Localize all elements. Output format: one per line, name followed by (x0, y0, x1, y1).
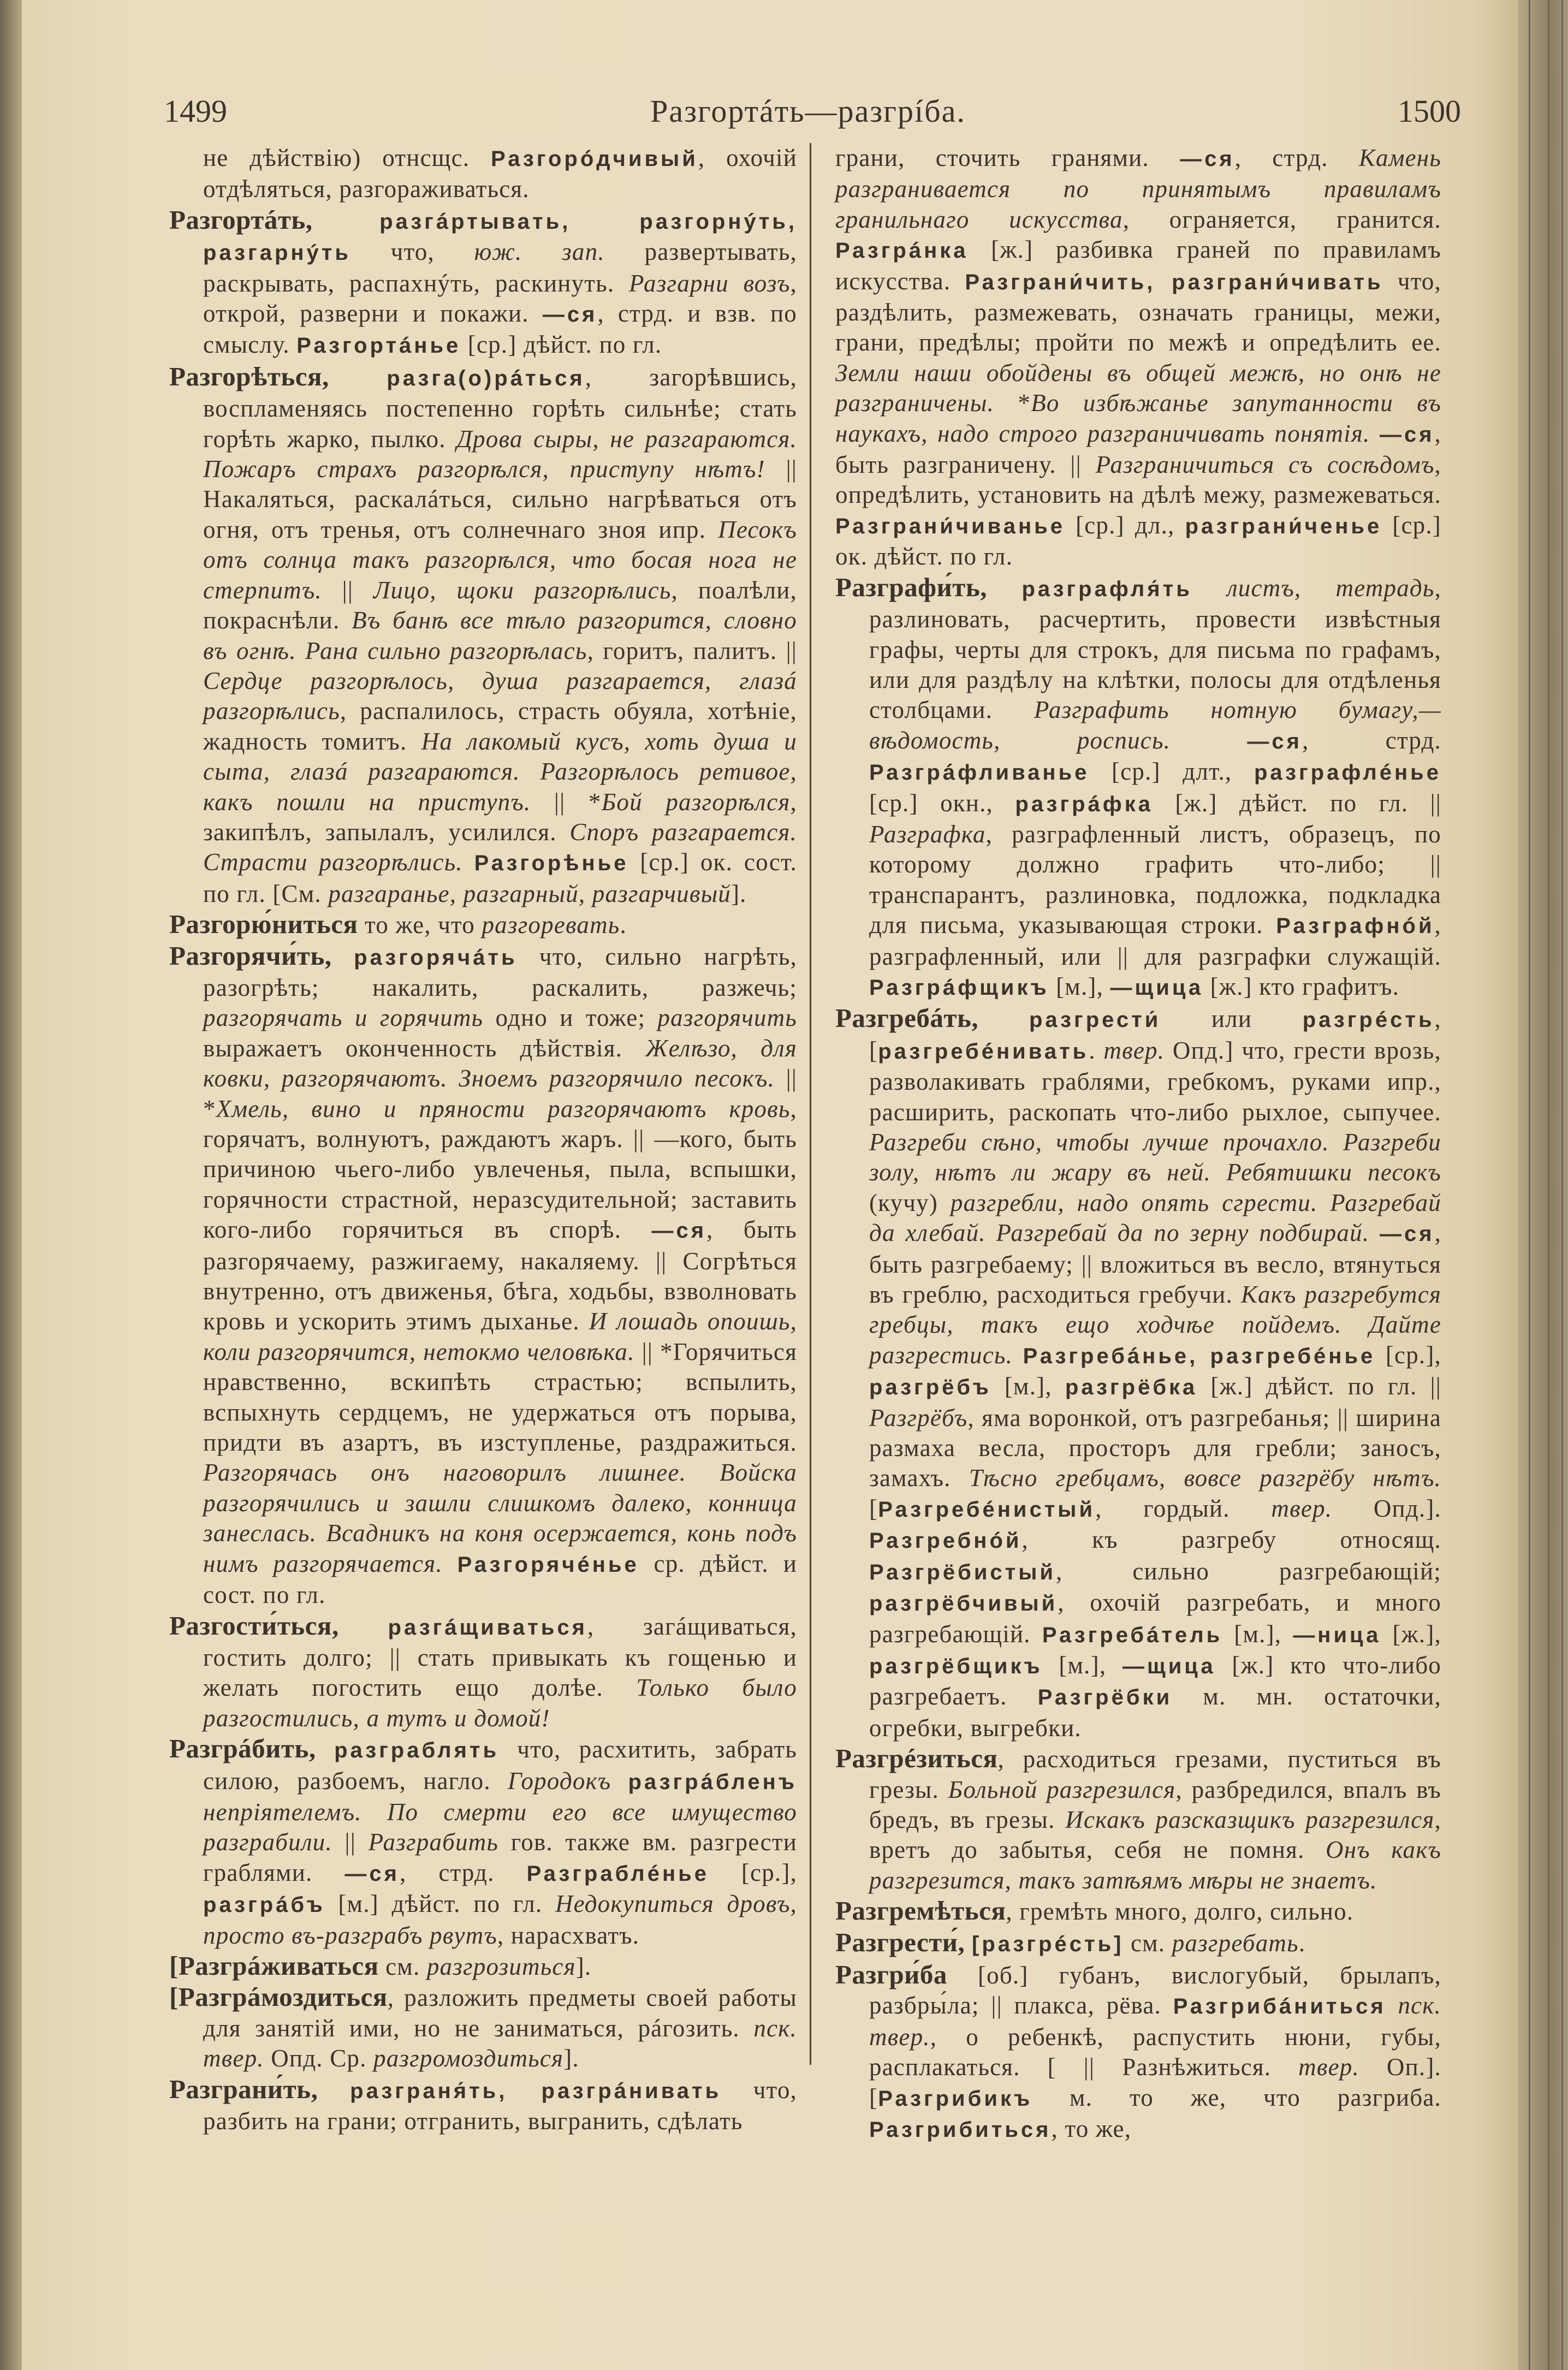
headword: [Разгрáмоздиться (169, 1982, 388, 2012)
definition-text: . (620, 911, 627, 939)
example-text: Только было разгостились, а тутъ и домой! (203, 1674, 798, 1732)
example-text: Хмель, вино и пряности разгорячаютъ кровь (216, 1095, 791, 1122)
definition-text (1171, 727, 1247, 754)
example-text: Бой разгорѣлся (601, 788, 791, 816)
book-binding-edge (1518, 0, 1568, 2370)
definition-text: м. то же, что разгриба. (1032, 2083, 1441, 2111)
definition-text: . (1298, 1929, 1306, 1957)
example-text: твер. (1298, 2053, 1359, 2081)
example-text: И лошадь опоишь, коли разгорячится, нетокмо человѣка. (203, 1308, 797, 1365)
definition-text: [м.], (1049, 972, 1110, 1000)
definition-text: [ж.] дѣйст. по гл. || (1197, 1373, 1441, 1400)
definition-text: гов. также вм. разгрести граблями. (203, 1828, 797, 1886)
word-form: —ся (345, 1861, 400, 1886)
example-text: Разгарни возъ (629, 269, 791, 297)
definition-text: Опд. Ср. (264, 2045, 374, 2072)
definition-text: что, расхитить, забрать силою, разбоемъ, нагло. (203, 1736, 797, 1795)
definition-text: то же, что (358, 911, 482, 939)
definition-text: , [ (869, 1005, 1441, 1064)
headword: [Разгрáживаться (169, 1950, 379, 1981)
word-form: Разгрибáниться (1173, 1994, 1386, 2019)
definition-text: Опд.]. (1332, 1494, 1441, 1522)
headword: Разграфи́ть, (835, 572, 1022, 602)
definition-text: , загáщиваться, гостить долго; || стать привыкать къ гощенью и желать погостить ещо долѣе. (203, 1612, 797, 1702)
column-divider (810, 143, 811, 2065)
word-form: —ся (1180, 147, 1235, 171)
definition-text: ]. (575, 1952, 592, 1980)
definition-text: * (994, 389, 1031, 417)
definition-text: , закипѣлъ, запылалъ, усилился. (203, 788, 797, 846)
definition-text: [ (869, 1494, 878, 1522)
definition-text: ср. дѣйст. и сост. по гл. (203, 1549, 798, 1609)
word-form: Разграфнóй (1276, 914, 1435, 939)
word-form: Разгребáтель (1042, 1623, 1223, 1647)
example-text: Разгреби сѣно, чтобы лучше прочахло. Разгреби золу, нѣтъ ли жару въ ней. Ребятишки песокъ (869, 1128, 1441, 1186)
definition-text: , ограняется, гранится. (1122, 205, 1441, 233)
example-text: разгромоздиться (373, 2045, 564, 2072)
headword: Разгрáбить, (169, 1733, 335, 1764)
definition-text: , охочій разгребать, и много разгребающій. (869, 1589, 1441, 1648)
word-form: Разгрёбки (1037, 1685, 1173, 1710)
word-form: —ся (1247, 729, 1303, 753)
definition-text: , гремѣть много, долго, сильно. (1006, 1898, 1354, 1926)
example-text: разгребли, надо опять сгрести. Разгребай да хлебай. Разгребай да по зерну подбирай. (869, 1189, 1441, 1247)
definition-text: || (332, 1828, 369, 1856)
definition-text: что, (351, 238, 474, 266)
word-form: разгрáфка (1015, 792, 1154, 816)
example-text: Желѣзо, для ковки, разгорячаютъ. Зноемъ разгорячило песокъ. (203, 1034, 797, 1092)
definition-text: развертывать, раскрывать, распахнýть, раскинуть. (203, 238, 798, 297)
word-form: разгрéсть (1302, 1008, 1435, 1032)
headword: Разгрéзиться (835, 1743, 998, 1774)
definition-text: [ж.] кто графитъ. (1203, 972, 1400, 1000)
headword: Разгорячи́ть, (169, 940, 354, 971)
definition-text: не дѣйствію) отнсщс. (203, 144, 491, 171)
definition-text: [ср.] дл., (1065, 511, 1185, 539)
definition-text: [ср.], (709, 1858, 797, 1886)
example-text: Разгрёбъ (869, 1404, 968, 1431)
headword: Разгорѣться, (169, 361, 387, 391)
word-form: Разгрáфщикъ (869, 975, 1049, 1000)
definition-text: , нарасхватъ. (497, 1921, 640, 1949)
word-form: Разгорячéнье (457, 1552, 639, 1577)
definition-text: [м.], (1042, 1651, 1122, 1679)
word-form: разгрёбка (1065, 1375, 1198, 1400)
word-form: разгрáбъ (203, 1893, 325, 1917)
definition-text: , быть разграничену. || (835, 419, 1441, 479)
definition-text: [ж.], (1381, 1620, 1442, 1648)
definition-text: , охочій отдѣляться, разгораживаться. (203, 144, 797, 203)
word-form: Разгортáнье (296, 334, 461, 358)
example-text: пск. твер. (203, 2014, 797, 2072)
scan-left-edge (0, 0, 22, 2370)
headword: Разгри́ба (835, 1959, 947, 1989)
definition-text: , гордый. (1095, 1494, 1272, 1522)
definition-text: м. мн. остаточки, огребки, выгребки. (869, 1683, 1441, 1742)
definition-text: , яма воронкой, отъ разгребанья; || ширина размаха весла, просторъ для гребли; заносъ, замахъ. (869, 1404, 1441, 1492)
definition-text: (кучу) (869, 1189, 951, 1216)
definition-text (1386, 1992, 1398, 2019)
word-form: Разгрáфливанье (869, 761, 1090, 785)
example-text: Сердце разгорѣлось, душа разгарается, глазá разгорѣлись (203, 667, 797, 725)
word-form: разграблять (334, 1738, 500, 1763)
example-text: Разграфить нотную бумагу,—вѣдомость, роспись. (869, 696, 1441, 754)
word-form: разграфлéнье (1254, 761, 1441, 785)
definition-text: , разложить предметы своей работы для занятій ими, но не заниматься, рáгозить. (203, 1984, 797, 2042)
definition-text: ]. (730, 880, 747, 907)
dictionary-entry (835, 1003, 1441, 1743)
definition-text: [ж.] кто что-либо разгребаетъ. (869, 1651, 1441, 1710)
example-text: Разграфка (869, 820, 986, 848)
definition-text: [ж.] дѣйст. по гл. || (1153, 789, 1442, 817)
word-form: Разгребнóй (869, 1529, 1022, 1553)
definition-text: грани, сточить гранями. (835, 144, 1180, 171)
definition-text: , стрд. (399, 1858, 527, 1886)
word-form: Разгорóдчивый (491, 147, 698, 171)
definition-text: , быть разгорячаему, разжигаему, накаляему. || Согрѣться внутренно, отъ движенья, бѣга, ходьбы, взволновать кровь и ускорить этимъ дыханье. (203, 1216, 797, 1335)
word-form: —щица (1110, 975, 1204, 1000)
word-form: Разгорѣнье (474, 851, 629, 876)
definition-text: [об.] губанъ, вислогубый, брылапъ, разбры́ла; || плакса, рёва. (869, 1961, 1441, 2019)
definition-text: , распалилось, страсть обуяла, хотѣніе, жадность томитъ. (203, 697, 797, 755)
definition-text: , горячатъ, волнуютъ, раждаютъ жаръ. || —кого, быть причиною чьего-либо увлеченья, пыла, вспышки, горячности страстной, неразсудительной; заставить кого-либо горячиться въ спорѣ. (203, 1095, 797, 1244)
definition-text (443, 1550, 458, 1577)
dictionary-entry (169, 1611, 797, 1734)
definition-text: , стрд. (1302, 726, 1442, 754)
word-form: разгорячáть (354, 945, 518, 970)
example-text: Во избѣжанье запутанности въ наукахъ, надо строго разграничивать понятія. (835, 389, 1441, 447)
word-form: Разграни́чить, разграни́чивать (965, 270, 1383, 294)
headword: Разгрести́, (835, 1927, 972, 1957)
definition-text: [ср.] длт., (1089, 758, 1254, 786)
page-number-left: 1499 (164, 93, 227, 129)
word-form: —щица (1122, 1654, 1216, 1678)
dictionary-entry (835, 1896, 1441, 1927)
word-form: Разгребéнистый (878, 1497, 1096, 1522)
left-column (169, 143, 797, 2136)
definition-text: [ср.], (1375, 1341, 1441, 1369)
example-text: Разграничиться съ сосѣдомъ (1095, 451, 1435, 479)
definition-text (1013, 1341, 1023, 1369)
dictionary-entry (169, 361, 797, 909)
definition-text: , разлиновать, расчертить, провести извѣстныя графы, черты для строкъ, для письма по графамъ, или для раздѣлу на клѣтки, полосы для отдѣленья столбцами. (869, 574, 1442, 724)
dictionary-entry (835, 572, 1441, 1003)
example-text: разгорячать и горячить (203, 1004, 484, 1032)
definition-text: одно и тоже; (483, 1004, 658, 1032)
dictionary-entry (169, 1951, 797, 1982)
word-form: разгрёбчивый (869, 1591, 1058, 1616)
headword: Разгремѣться (835, 1896, 1006, 1926)
definition-text: Опд.] что, грести врозь, разволакивать граблями, гребкомъ, руками ипр., расширить, раскопать что-либо рыхлое, сыпучее. (869, 1036, 1441, 1126)
example-text: разгребать (1172, 1929, 1299, 1957)
headword: Разгребáть, (835, 1003, 1029, 1033)
definition-text: [м.], (1222, 1620, 1293, 1648)
word-form: разгрáбленъ (628, 1769, 797, 1794)
dictionary-entry (835, 1743, 1441, 1896)
definition-text: см. (1124, 1929, 1172, 1957)
example-text: Разгорячась онъ наговорилъ лишнее. Войска разгорячились и зашли слишкомъ далеко, конница занеслась. Всадникъ на коня осержается, конь подъ нимъ разгорячается. (203, 1459, 797, 1577)
word-form: —ся (651, 1219, 707, 1243)
definition-text: || (322, 576, 373, 604)
word-form: разгáртывать, разгорнýть, разгарнýть (203, 209, 798, 265)
word-form: —ся (1379, 1222, 1435, 1246)
word-form: Разгрибикъ (878, 2086, 1033, 2111)
example-text: разгаранье, разгарный, разгарчивый (328, 880, 731, 907)
example-text: твер. (1103, 1036, 1165, 1064)
headword: Разгорю́ниться (169, 909, 358, 940)
definition-text: , стрд. и взв. по смыслу. (203, 300, 798, 359)
definition-text: , сильно разгребающій; (1056, 1557, 1441, 1585)
word-form: Разгрёбистый (869, 1560, 1056, 1584)
example-text: разгорячить (657, 1004, 797, 1032)
example-text: Какъ разгребутся гребцы, такъ ещо ходчѣе пойдемъ. Дайте разгрестись. (869, 1281, 1441, 1369)
running-head-title: Разгортáть—разгрíба. (650, 93, 966, 129)
definition-text: выражаетъ оконченность дѣйствія. (203, 1034, 646, 1062)
dictionary-entry (169, 2074, 797, 2137)
definition-text: . (1089, 1036, 1104, 1064)
example-text: Искакъ разсказщикъ разгрезился (1065, 1805, 1435, 1833)
definition-text: || *Горячиться нравственно, вскипѣть страстью; вспылить, вспыхнуть сердцемъ, не удержаться отъ порыва, придти въ азартъ, въ изступленье, раздражиться. (203, 1338, 797, 1457)
example-text: Земли наши обойдены въ общей межѣ, но онѣ не разграничены. (835, 359, 1441, 417)
definition-text (1192, 574, 1227, 602)
word-form: —ся (542, 302, 598, 327)
definition-text: [ср.] дѣйст. по гл. (461, 331, 662, 359)
word-form: разграни́ченье (1185, 514, 1382, 538)
definition-text: , разграфленный, или || для разграфки служащій. (869, 911, 1441, 970)
word-form: [разгрéсть] (972, 1932, 1124, 1956)
example-text: Споръ разгарается. Страсти разгорѣлись. (203, 818, 797, 876)
example-text: Тѣсно гребцамъ, вовсе разгрёбу нѣтъ. (969, 1464, 1441, 1492)
dictionary-entry (169, 1733, 797, 1951)
definition-text: ]. (563, 2045, 579, 2072)
example-text: Онъ какъ разгрезится, такъ затѣямъ мѣры не знаетъ. (869, 1836, 1441, 1894)
example-text: твер. (1271, 1494, 1333, 1522)
word-form: разгрести́ (1029, 1008, 1161, 1032)
definition-text: , открой, разверни и покажи. (203, 269, 797, 328)
word-form: Разгрибиться (869, 2118, 1052, 2142)
page-number-right: 1500 (1398, 93, 1461, 129)
definition-text: , опредѣлить, установить на дѣлѣ межу, размежеваться. (835, 451, 1441, 509)
definition-text: || * (203, 1065, 797, 1122)
definition-text: , разграфленный листъ, образецъ, по которому должно графить что-либо; || транспарантъ, разлиновка, подложка, подкладка для письма, указывающая строки. (869, 820, 1441, 939)
definition-text: см. (378, 1952, 427, 1980)
definition-text (1369, 1219, 1380, 1246)
definition-text: , разбредился, впалъ въ бредъ, въ грезы. (869, 1775, 1441, 1833)
definition-text: [ср.] ок. дѣйст. по гл. (835, 511, 1441, 571)
definition-text: , горитъ, палитъ. || (587, 637, 798, 664)
definition-text: [м.] дѣйст. по гл. (325, 1890, 555, 1918)
example-text: Камень разгранивается по принятымъ правиламъ гранильнаго искусства (835, 144, 1441, 233)
definition-text: , загорѣвшись, воспламеняясь постепенно горѣть сильнѣе; стать горѣть жарко, пылко. (203, 363, 797, 453)
example-text: Песокъ отъ солнца такъ разгорѣлся, что босая нога не стерпитъ. (203, 515, 797, 604)
definition-text: [ср.] ок. сост. по гл. [См. (203, 848, 797, 907)
word-form: Разграни́чиванье (835, 514, 1065, 538)
example-text: Городокъ (507, 1767, 628, 1795)
dictionary-entry (169, 205, 797, 361)
example-text: Дрова сыры, не разгараются. Пожаръ страхъ разгорѣлся, приступу нѣтъ! (203, 425, 797, 483)
example-text: разгрозиться (426, 1952, 576, 1980)
example-text: листъ, тетрадь (1226, 574, 1435, 602)
definition-text: , расходиться грезами, пуститься въ грезы. (869, 1745, 1441, 1803)
word-form: Разграблéнье (526, 1861, 709, 1886)
definition-text: что, раздѣлить, размежевать, означать границы, межи, грани, предѣлы; пройти по межѣ и опредѣлить ее. (835, 267, 1441, 357)
word-form: Разгрáнка (835, 239, 969, 263)
dictionary-entry (835, 1959, 1441, 2145)
example-text: Лицо, щоки разгорѣлись (373, 576, 672, 604)
definition-text (1370, 420, 1380, 447)
definition-text: , поалѣли, покраснѣли. (203, 576, 797, 634)
example-text: Недокупиться дровъ, просто въ-разграбъ рвутъ (203, 1890, 797, 1949)
definition-text: [ж.] разбивка граней по правиламъ искусства. (835, 236, 1441, 295)
example-text: пск. твер. (869, 1992, 1442, 2051)
example-text: юж. зап. (474, 238, 605, 266)
definition-text: [м.], (991, 1373, 1065, 1400)
definition-text: , быть разгребаему; || вложиться въ весло, втянуться въ греблю, расходиться гребучи. (869, 1219, 1442, 1309)
word-form: разграфля́ть (1021, 577, 1192, 601)
word-form: разгрёбъ (869, 1375, 991, 1400)
definition-text (463, 848, 474, 876)
dictionary-entry (169, 941, 797, 1611)
example-text: Больной разгрезился (948, 1775, 1176, 1803)
word-form: разгрёбщикъ (869, 1654, 1043, 1678)
dictionary-entry (835, 1927, 1441, 1959)
definition-text: , о ребенкѣ, распустить нюни, губы, расплакаться. [ || Разнѣжиться. (869, 2023, 1441, 2081)
right-column (835, 143, 1441, 2145)
dictionary-entry (169, 143, 797, 205)
definition-text: [ср.] окн., (869, 789, 1015, 817)
definition-text: что, разбить на грани; отгранить, выгранить, сдѣлать (203, 2076, 797, 2135)
headword: Разгортáть, (169, 204, 380, 235)
word-form: разгребéнивать (878, 1039, 1089, 1064)
example-text: Разграбить (368, 1828, 499, 1856)
example-text: разгоревать (482, 911, 620, 939)
definition-text: Оп.]. [ (869, 2053, 1441, 2111)
example-text: На лакомый кусъ, хоть душа и сыта, глазá разгараются. Разгорѣлось ретивое, какъ пошли на приступъ. (203, 727, 797, 816)
headword: Разграни́ть, (169, 2074, 351, 2104)
definition-text: || * (531, 788, 602, 816)
word-form: разга(о)рáться (387, 366, 585, 390)
dictionary-entry (835, 143, 1441, 572)
definition-text: что, сильно нагрѣть, разогрѣть; накалить, раскалить, разжечь; (203, 942, 797, 1001)
example-text: Въ банѣ все тѣло разгорится, словно въ огнѣ. Рана сильно разгорѣлась (203, 607, 797, 664)
definition-text: , стрд. (1234, 144, 1359, 171)
word-form: —ся (1379, 422, 1435, 447)
definition-text: || Накаляться, раскалáться, сильно нагрѣваться отъ огня, отъ тренья, отъ солнечнаго зноя ипр. (203, 455, 797, 543)
word-form: —ница (1293, 1623, 1381, 1647)
definition-text: или (1161, 1005, 1303, 1033)
dictionary-entry (169, 1982, 797, 2074)
word-form: разграня́ть, разгрáнивать (350, 2078, 722, 2103)
dictionary-entry (169, 909, 797, 940)
definition-text: , къ разгребу относящ. (1021, 1526, 1441, 1554)
definition-text: , то же, (1051, 2115, 1132, 2142)
word-form: Разгребáнье, разгребéнье (1023, 1344, 1376, 1368)
example-text: непріятелемъ. По смерти его все имущество разграбили. (203, 1798, 797, 1856)
definition-text: , вретъ до забытья, себя не помня. (869, 1805, 1442, 1864)
word-form: разгáщиваться (388, 1615, 587, 1640)
headword: Разгости́ться, (169, 1610, 388, 1641)
